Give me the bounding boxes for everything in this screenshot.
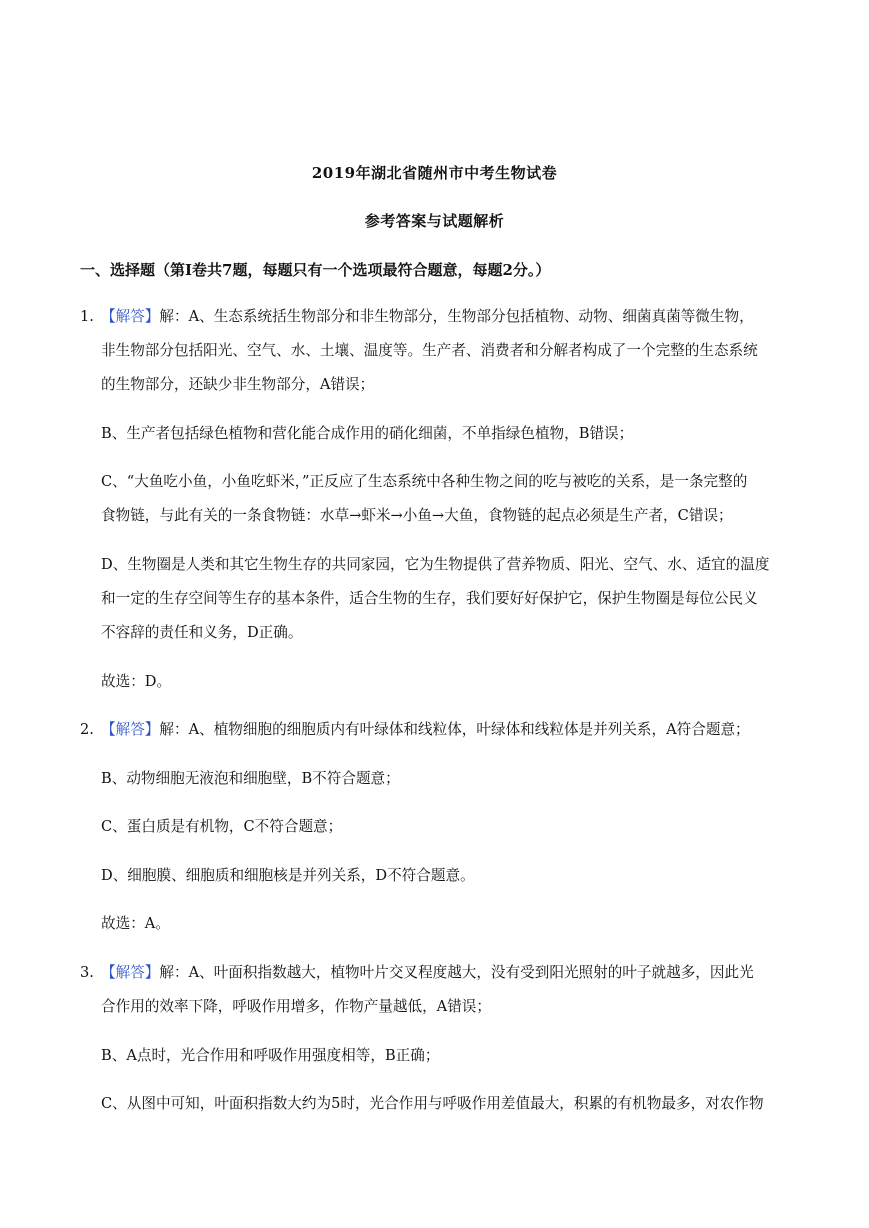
document-title: 2019年湖北省随州市中考生物试卷 [311,164,558,182]
answer-1-first-line [80,307,795,327]
answer-line: B、动物细胞无液泡和细胞壁，B不符合题意； [101,770,400,787]
answer-conclusion: 故选：D。 [101,673,172,690]
answer-line: C、从图中可知，叶面积指数大约为5时，光合作用与呼吸作用差值最大，积累的有机物最多，对农作物 [101,1095,764,1112]
answer-text: 解：A、植物细胞的细胞质内有叶绿体和线粒体，叶绿体和线粒体是并列关系，A符合题意； [159,721,750,738]
answer-line: 合作用的效率下降，呼吸作用增多，作物产量越低，A错误； [101,998,491,1015]
answer-conclusion: 故选：A。 [101,915,170,932]
answer-number: 3. [80,964,94,981]
answer-line: 不容辞的责任和义务，D正确。 [101,624,303,641]
answer-line: B、生产者包括绿色植物和营化能合成作用的硝化细菌，不单指绿色植物，B错误； [101,425,634,442]
answer-2-first-line [80,720,795,740]
section-heading: 一、选择题（第Ⅰ卷共7题，每题只有一个选项最符合题意，每题2分。） [80,261,551,279]
document-subtitle: 参考答案与试题解析 [364,212,505,230]
answer-text: 解：A、叶面积指数越大，植物叶片交叉程度越大，没有受到阳光照射的叶子就越多，因此光 [159,964,754,981]
answer-tag: 【解答】 [101,721,160,738]
answer-tag: 【解答】 [101,964,160,981]
answer-3-first-line [80,963,795,983]
answer-line: C、蛋白质是有机物，C不符合题意； [101,818,343,835]
answer-tag: 【解答】 [101,308,160,325]
answer-line: D、生物圈是人类和其它生物生存的共同家园，它为生物提供了营养物质、阳光、空气、水、适宜的温度 [101,556,770,573]
answer-line: 的生物部分，还缺少非生物部分，A错误； [101,376,375,393]
answer-line: B、A点时，光合作用和呼吸作用强度相等，B正确； [101,1047,440,1064]
answer-line: C、“大鱼吃小鱼，小鱼吃虾米，”正反应了生态系统中各种生物之间的吃与被吃的关系，是一条完整的 [101,473,748,490]
answer-number: 1. [80,308,94,325]
answer-line: 和一定的生存空间等生存的基本条件，适合生物的生存，我们要好好保护它，保护生物圈是每位公民义 [101,590,758,607]
answer-line: 非生物部分包括阳光、空气、水、土壤、温度等。生产者、消费者和分解者构成了一个完整的生态系统 [101,342,758,359]
answer-line: 食物链，与此有关的一条食物链：水草→虾米→小鱼→大鱼，食物链的起点必须是生产者，C错误； [101,507,733,524]
answer-line: D、细胞膜、细胞质和细胞核是并列关系，D不符合题意。 [101,867,475,884]
answer-number: 2. [80,721,94,738]
answer-text: 解：A、生态系统括生物部分和非生物部分，生物部分包括植物、动物、细菌真菌等微生物， [159,308,754,325]
